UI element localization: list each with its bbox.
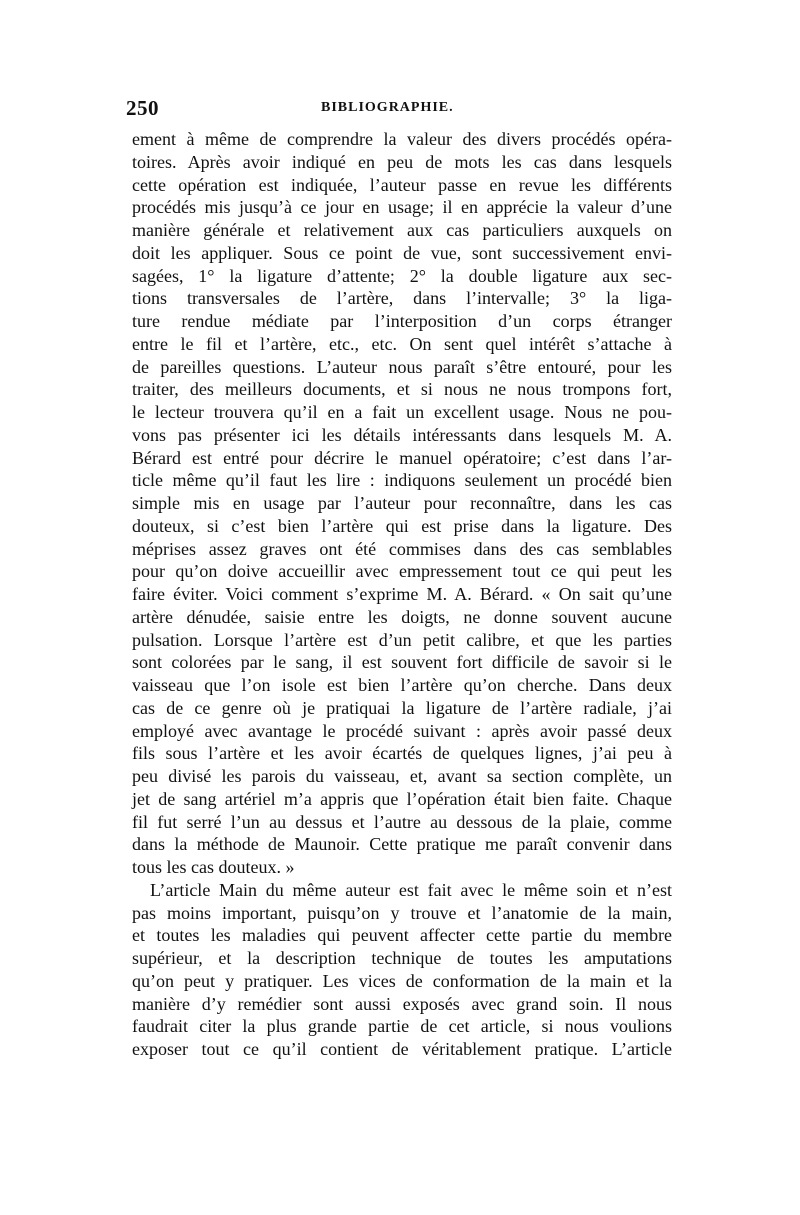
text-line: procédés mis jusqu’à ce jour en usage; il en apprécie la valeur d’une bbox=[132, 197, 672, 218]
text-line: sagées, 1° la ligature d’attente; 2° la double ligature aux sec- bbox=[132, 265, 672, 286]
text-line: entre le fil et l’artère, etc., etc. On sent quel intérêt s’attache à bbox=[132, 333, 672, 354]
text-line: cette opération est indiquée, l’auteur passe en revue les différents bbox=[132, 174, 672, 195]
text-line: ticle même qu’il faut les lire : indiquons seulement un procédé bien bbox=[132, 470, 672, 491]
text-line: ement à même de comprendre la valeur des divers procédés opéra- bbox=[132, 129, 672, 149]
text-line: vaisseau que l’on isole est bien l’artère qu’on cherche. Dans deux bbox=[132, 675, 672, 695]
running-head bbox=[126, 96, 672, 120]
text-line: manière générale et relativement aux cas particuliers auxquels on bbox=[132, 220, 672, 240]
text-line: traiter, des meilleurs documents, et si nous ne nous trompons fort, bbox=[132, 379, 672, 400]
text-line: vons pas présenter ici les détails intéressants dans lesquels M. A. bbox=[132, 424, 672, 445]
text-line: de pareilles questions. L’auteur nous paraît s’être entouré, pour les bbox=[132, 356, 672, 377]
text-line: pulsation. Lorsque l’artère est d’un petit calibre, et que les parties bbox=[132, 629, 672, 650]
text-line: faire éviter. Voici comment s’exprime M. A. Bérard. « On sait qu’une bbox=[132, 584, 672, 604]
text-line-paragraph-start: L’article Main du même auteur est fait avec le même soin et n’est bbox=[150, 879, 672, 900]
text-line: toires. Après avoir indiqué en peu de mots les cas dans lesquels bbox=[132, 151, 672, 172]
text-line: ture rendue médiate par l’interposition d’un corps étranger bbox=[132, 311, 672, 331]
text-line: peu divisé les parois du vaisseau, et, avant sa section complète, un bbox=[132, 766, 672, 786]
text-line: simple mis en usage par l’auteur pour reconnaître, dans les cas bbox=[132, 493, 672, 513]
text-line: doit les appliquer. Sous ce point de vue, sont successivement envi- bbox=[132, 242, 672, 263]
text-line: artère dénudée, saisie entre les doigts, ne donne souvent aucune bbox=[132, 606, 672, 627]
running-title: BIBLIOGRAPHIE. bbox=[321, 100, 454, 115]
text-line: dans la méthode de Maunoir. Cette pratique me paraît convenir dans bbox=[132, 834, 672, 855]
text-line-paragraph-end: tous les cas douteux. » bbox=[132, 857, 295, 877]
text-line: fils sous l’artère et les avoir écartés de quelques lignes, j’ai peu à bbox=[132, 743, 672, 764]
text-line: faudrait citer la plus grande partie de cet article, si nous voulions bbox=[132, 1016, 672, 1037]
body-text bbox=[132, 128, 672, 1061]
text-line: pour qu’on doive accueillir avec empressement tout ce qui peut les bbox=[132, 561, 672, 582]
text-line: qu’on peut y pratiquer. Les vices de conformation de la main et la bbox=[132, 970, 672, 991]
text-line: douteux, si c’est bien l’artère qui est prise dans la ligature. Des bbox=[132, 515, 672, 536]
text-line: méprises assez graves ont été commises dans des cas semblables bbox=[132, 538, 672, 559]
page-number: 250 bbox=[126, 96, 159, 120]
text-line: pas moins important, puisqu’on y trouve et l’anatomie de la main, bbox=[132, 902, 672, 923]
text-line: fil fut serré l’un au dessus et l’autre au dessous de la plaie, comme bbox=[132, 811, 672, 832]
text-line: sont colorées par le sang, il est souvent fort difficile de savoir si le bbox=[132, 652, 672, 673]
text-line: Bérard est entré pour décrire le manuel opératoire; c’est dans l’ar- bbox=[132, 447, 672, 468]
text-line: employé avec avantage le procédé suivant : après avoir passé deux bbox=[132, 720, 672, 741]
text-line: le lecteur trouvera qu’il en a fait un excellent usage. Nous ne pou- bbox=[132, 402, 672, 422]
text-line: manière d’y remédier sont aussi exposés avec grand soin. Il nous bbox=[132, 993, 672, 1014]
text-line: supérieur, et la description technique de toutes les amputations bbox=[132, 948, 672, 968]
text-line: et toutes les maladies qui peuvent affecter cette partie du membre bbox=[132, 925, 672, 946]
text-line: cas de ce genre où je pratiquai la ligature de l’artère radiale, j’ai bbox=[132, 697, 672, 718]
text-line: jet de sang artériel m’a appris que l’opération était bien faite. Chaque bbox=[132, 788, 672, 809]
text-line: tions transversales de l’artère, dans l’intervalle; 3° la liga- bbox=[132, 288, 672, 309]
text-line: exposer tout ce qu’il contient de véritablement pratique. L’article bbox=[132, 1039, 672, 1059]
